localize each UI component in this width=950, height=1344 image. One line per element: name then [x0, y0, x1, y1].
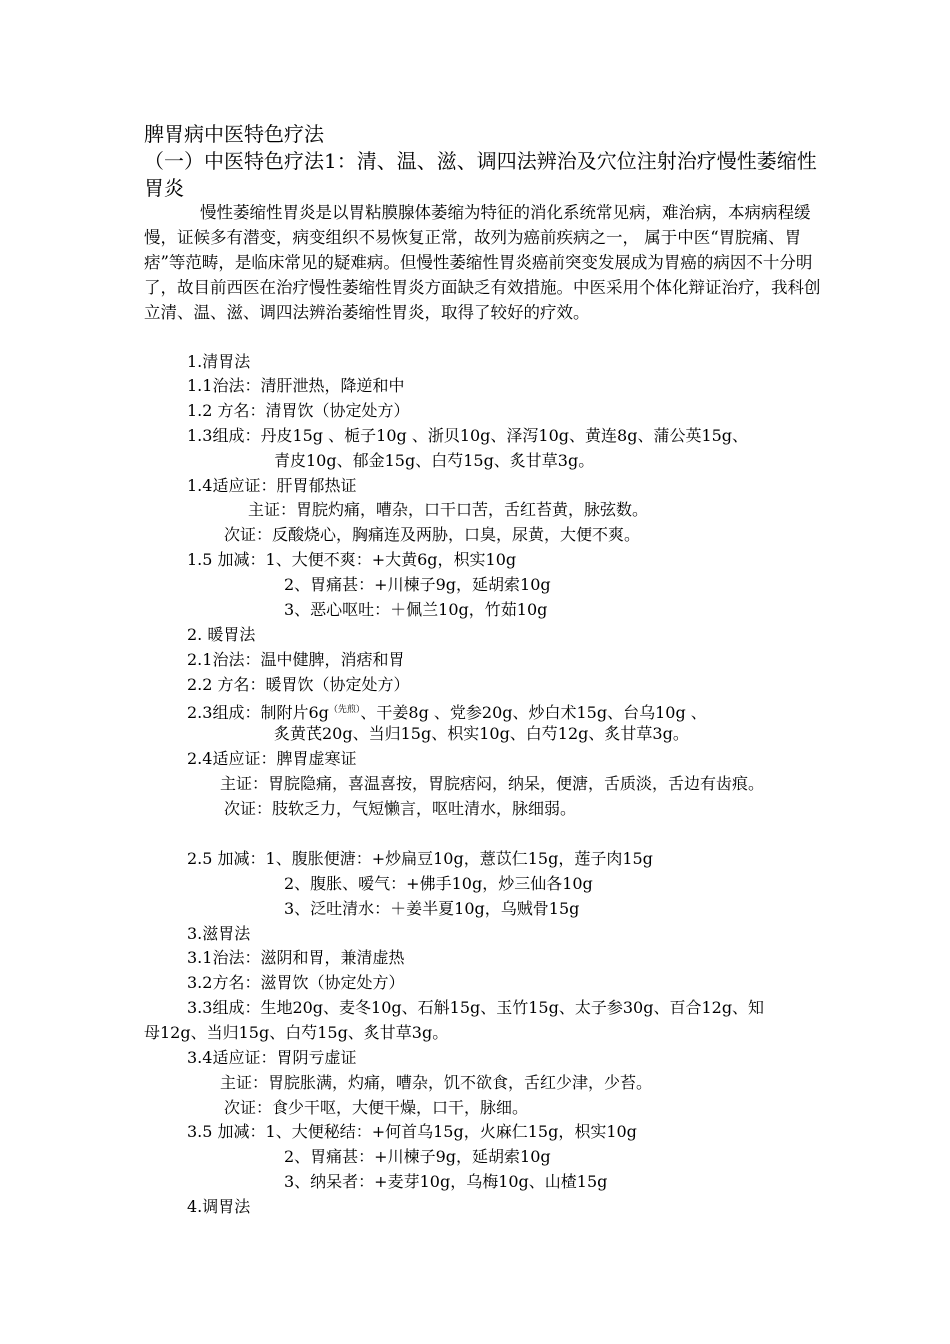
text-line: 3.5 加减：1、大便秘结：+何首乌15g，火麻仁15g，枳实10g	[187, 1122, 637, 1141]
method-heading-2: 2. 暖胃法	[187, 625, 256, 644]
text-line: 2、胃痛甚：+川楝子9g，延胡索10g	[284, 1147, 551, 1166]
text-line: 炙黄芪20g、当归15g、枳实10g、白芍12g、炙甘草3g。	[274, 724, 689, 743]
text-line: 2.5 加减：1、腹胀便溏：+炒扁豆10g，薏苡仁15g，莲子肉15g	[187, 849, 653, 868]
text-line: 1.2 方名：清胃饮（协定处方）	[187, 401, 410, 420]
text-line: 青皮10g、郁金15g、白芍15g、炙甘草3g。	[274, 451, 595, 470]
section-heading: （一）中医特色疗法1：清、温、滋、调四法辨治及穴位注射治疗慢性萎缩性胃炎	[144, 149, 817, 200]
intro-paragraph: 慢性萎缩性胃炎是以胃粘膜腺体萎缩为特征的消化系统常见病，难治病，本病病程缓慢，证候多有潜变，病变组织不易恢复正常，故列为癌前疾病之一， 属于中医“胃脘痛、胃痞”等范畴，是临床常见的疑难病。但慢性萎缩性胃炎癌前突变发展成为胃癌的病因不十分明了，故目前西医在治疗慢性萎缩性胃炎方面缺乏有效措施。中医采用个体化辩证治疗，我科创立清、温、滋、调四法辨治萎缩性胃炎，取得了较好的疗效。	[144, 203, 821, 322]
text-line: 3、泛吐清水：＋姜半夏10g，乌贼骨15g	[284, 899, 580, 918]
text-line: 3.4适应证：胃阴亏虚证	[187, 1048, 357, 1067]
method-heading-1: 1.清胃法	[187, 352, 251, 371]
text-line: 3、纳呆者：+麦芽10g，乌梅10g、山楂15g	[284, 1172, 608, 1191]
text-segment: 、干姜8g 、党参20g、炒白术15g、台乌10g 、	[360, 703, 707, 722]
text-line: 2.1治法：温中健脾，消痞和胃	[187, 650, 405, 669]
text-line: 主证：胃脘灼痛，嘈杂，口干口苦，舌红苔黄，脉弦数。	[248, 500, 649, 519]
text-line: 母12g、当归15g、白芍15g、炙甘草3g。	[144, 1023, 449, 1042]
text-line: 主证：胃脘隐痛，喜温喜按，胃脘痞闷，纳呆，便溏，舌质淡，舌边有齿痕。	[220, 774, 765, 793]
text-line: 2、胃痛甚：+川楝子9g，延胡索10g	[284, 575, 551, 594]
text-line: 主证：胃脘胀满，灼痛，嘈杂，饥不欲食，舌红少津，少苔。	[220, 1073, 653, 1092]
text-line: 次证：反酸烧心，胸痛连及两胁，口臭，尿黄，大便不爽。	[224, 525, 641, 544]
method-heading-3: 3.滋胃法	[187, 924, 251, 943]
text-line: 3.3组成：生地20g、麦冬10g、石斛15g、玉竹15g、太子参30g、百合12g、知	[187, 998, 765, 1017]
text-line: 次证：食少干呕，大便干燥，口干，脉细。	[224, 1098, 529, 1117]
text-segment: 2.3组成：制附片6g	[187, 703, 329, 722]
text-line: 2、腹胀、嗳气：+佛手10g，炒三仙各10g	[284, 874, 593, 893]
superscript-note: （先煎）	[328, 705, 361, 715]
text-line: 3.2方名：滋胃饮（协定处方）	[187, 973, 405, 992]
text-line: 2.4适应证：脾胃虚寒证	[187, 749, 357, 768]
text-line: 3.1治法：滋阴和胃，兼清虚热	[187, 948, 405, 967]
text-line: 2.2 方名：暖胃饮（协定处方）	[187, 675, 410, 694]
text-line: 3、恶心呕吐：＋佩兰10g，竹茹10g	[284, 600, 548, 619]
text-line: 1.5 加减：1、大便不爽：+大黄6g，枳实10g	[187, 550, 517, 569]
text-line: 1.1治法：清肝泄热，降逆和中	[187, 376, 405, 395]
text-line: 1.4适应证：肝胃郁热证	[187, 476, 357, 495]
document-title: 脾胃病中医特色疗法	[144, 122, 324, 146]
text-line: 1.3组成：丹皮15g 、栀子10g 、浙贝10g、泽泻10g、黄连8g、蒲公英15g、	[187, 426, 749, 445]
text-line	[187, 699, 707, 724]
method-heading-4: 4.调胃法	[187, 1197, 251, 1216]
text-line: 次证：肢软乏力，气短懒言，呕吐清水，脉细弱。	[224, 799, 577, 818]
